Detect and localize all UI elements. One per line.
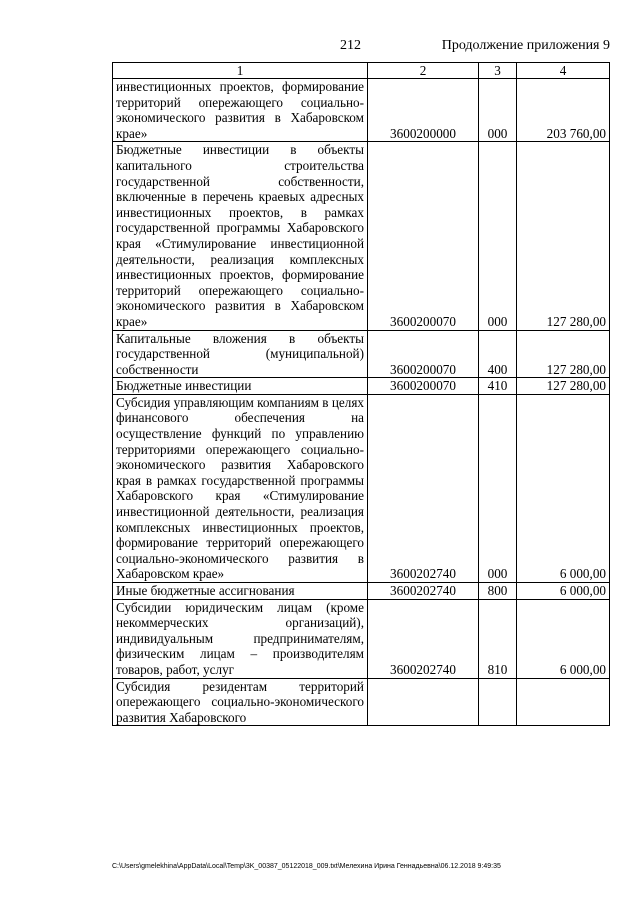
row-name: Иные бюджетные ассигнования [113,583,368,600]
table-row [113,599,610,678]
row-type: 000 [479,142,517,330]
row-name: Субсидия резидентам территорий опережающего социально-экономического развития Хабаровского [113,678,368,726]
row-code [368,678,479,726]
row-type: 410 [479,378,517,395]
row-type: 810 [479,599,517,678]
table-row [113,330,610,378]
row-amount: 6 000,00 [517,394,610,582]
row-type: 000 [479,394,517,582]
column-header-1: 1 [113,63,368,79]
table-row [113,79,610,142]
row-code: 3600200000 [368,79,479,142]
table-row [113,142,610,330]
budget-table [112,62,610,726]
row-code: 3600200070 [368,330,479,378]
row-type: 800 [479,583,517,600]
footer-file-path: C:\Users\gmelekhina\AppData\Local\Temp\3K_00387_05122018_009.txt\Мелехина Ирина Геннадьевна\06.12.2018 9:49:35 [112,863,501,870]
row-amount: 127 280,00 [517,142,610,330]
table-header-row [113,63,610,79]
table-row [113,678,610,726]
row-amount: 203 760,00 [517,79,610,142]
table-row [113,583,610,600]
table-row [113,394,610,582]
row-type [479,678,517,726]
row-name: инвестиционных проектов, формирование территорий опережающего социально-экономического развития в Хабаровском крае» [113,79,368,142]
row-code: 3600200070 [368,378,479,395]
row-code: 3600200070 [368,142,479,330]
row-code: 3600202740 [368,394,479,582]
row-name: Бюджетные инвестиции [113,378,368,395]
page-number: 212 [340,38,361,53]
row-code: 3600202740 [368,599,479,678]
row-amount: 6 000,00 [517,583,610,600]
row-amount: 127 280,00 [517,330,610,378]
appendix-continuation-title: Продолжение приложения 9 [441,38,610,53]
row-type: 400 [479,330,517,378]
row-name: Субсидии юридическим лицам (кроме некоммерческих организаций), индивидуальным предпринимателям, физическим лицам – производителям товаров, работ, услуг [113,599,368,678]
row-amount: 6 000,00 [517,599,610,678]
column-header-2: 2 [368,63,479,79]
column-header-4: 4 [517,63,610,79]
table-row [113,378,610,395]
row-type: 000 [479,79,517,142]
row-name: Субсидия управляющим компаниям в целях финансового обеспечения на осуществление функций по управлению территориями опережающего социально-экономического развития Хабаровского края в рамках государственной программы Хабаровского края «Стимулирование инвестиционной деятельности, реализация комплексных инвестиционных проектов, формирование территорий опережающего социально-экономического развития в Хабаровском крае» [113,394,368,582]
row-amount: 127 280,00 [517,378,610,395]
row-name: Бюджетные инвестиции в объекты капитального строительства государственной собственности, включенные в перечень краевых адресных инвестиционных проектов, в рамках государственной программы Хабаровского края «Стимулирование инвестиционной деятельности, реализация комплексных инвестиционных проектов, формирование территорий опережающего социально-экономического развития в Хабаровском крае» [113,142,368,330]
row-amount [517,678,610,726]
column-header-3: 3 [479,63,517,79]
row-name: Капитальные вложения в объекты государственной (муниципальной) собственности [113,330,368,378]
row-code: 3600202740 [368,583,479,600]
